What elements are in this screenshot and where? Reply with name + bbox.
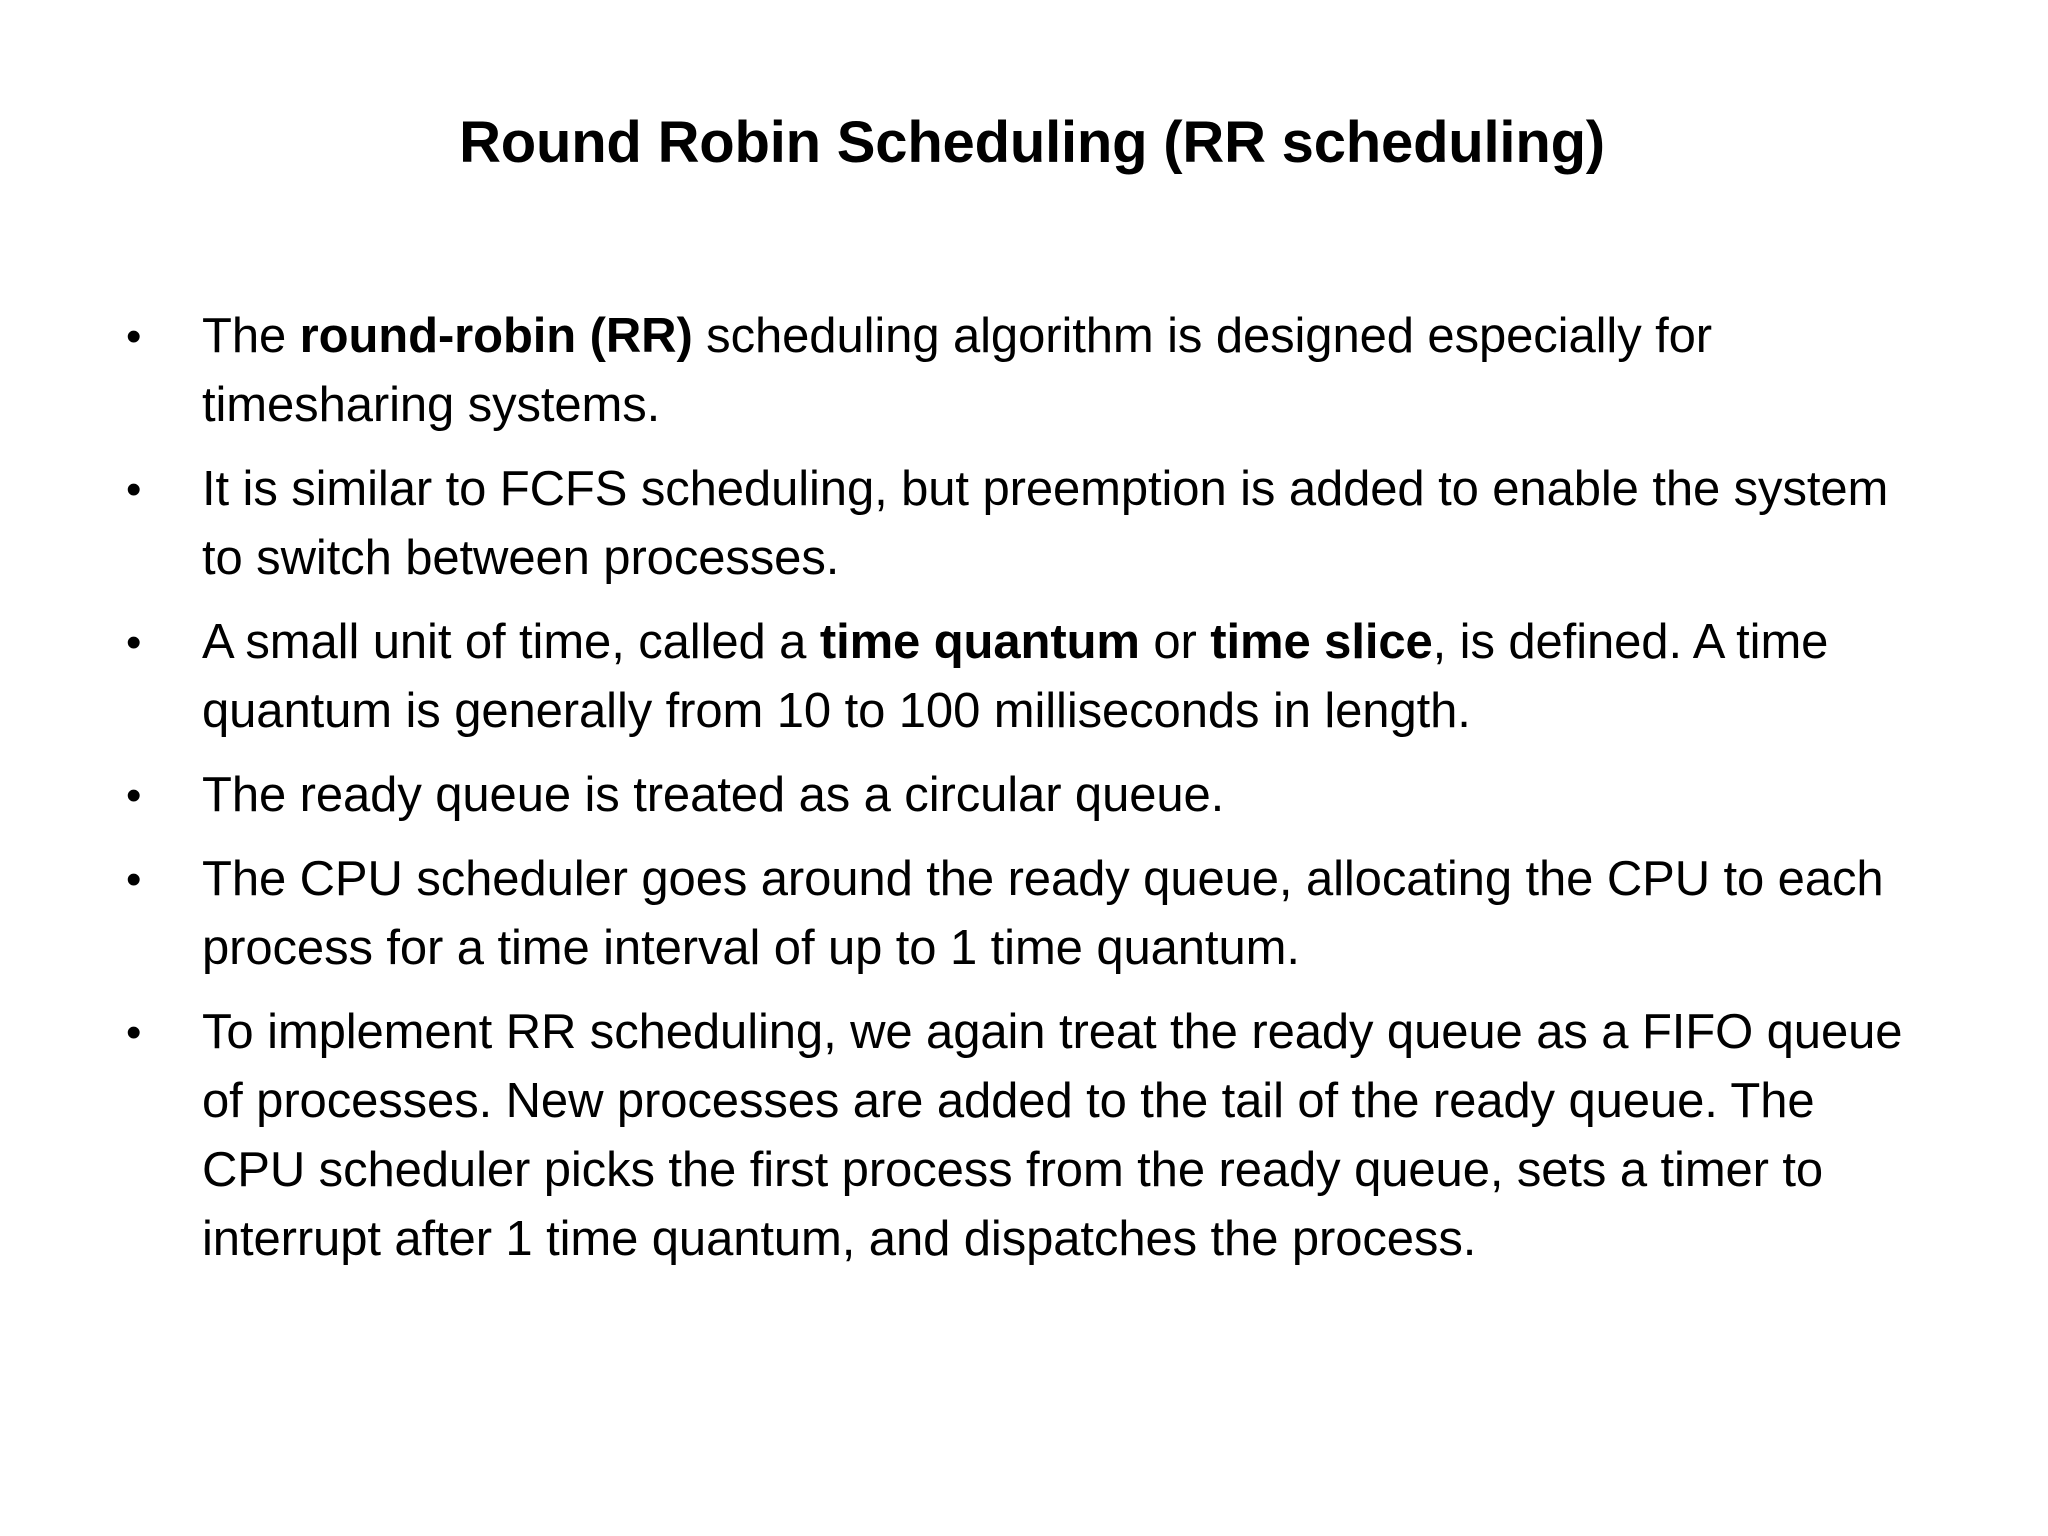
bullet-text: To implement RR scheduling, we again treat the ready queue as a FIFO queue of processes. New processes are added to the tail of the ready queue. The CPU scheduler picks the first process from the ready queue, sets a timer to interrupt after 1 time quantum, and dispatches the process. bbox=[202, 1005, 1903, 1266]
bullet-point-icon: • bbox=[126, 618, 142, 667]
bullet-text: A small unit of time, called a bbox=[202, 615, 820, 669]
bullet-text: , is defined. A time quantum is generally from 10 to 100 milliseconds in length. bbox=[202, 615, 1829, 738]
bullet-point-icon: • bbox=[126, 1008, 142, 1057]
bullet-item bbox=[0, 845, 1922, 983]
bullet-emphasis-text: time quantum bbox=[819, 615, 1140, 669]
bullet-item bbox=[0, 761, 1922, 830]
slide-title: Round Robin Scheduling (RR scheduling) bbox=[459, 110, 1605, 175]
bullet-point-icon: • bbox=[126, 771, 142, 820]
bullet-point-icon: • bbox=[126, 855, 142, 904]
bullet-point-icon: • bbox=[126, 465, 142, 514]
bullet-text: The ready queue is treated as a circular queue. bbox=[202, 768, 1225, 822]
bullet-list bbox=[0, 302, 2048, 1289]
bullet-text: or bbox=[1139, 615, 1211, 669]
bullet-emphasis-text: time slice bbox=[1210, 615, 1433, 669]
bullet-text: It is similar to FCFS scheduling, but preemption is added to enable the system to switch between processes. bbox=[202, 462, 1889, 585]
bullet-text: scheduling algorithm is designed especially for timesharing systems. bbox=[202, 309, 1712, 432]
bullet-item bbox=[0, 302, 1922, 440]
bullet-item bbox=[0, 608, 1922, 746]
bullet-point-icon: • bbox=[126, 312, 142, 361]
bullet-emphasis-text: round-robin (RR) bbox=[299, 309, 693, 363]
bullet-item bbox=[0, 455, 1922, 593]
bullet-text: The bbox=[202, 309, 300, 363]
bullet-text: The CPU scheduler goes around the ready queue, allocating the CPU to each process for a time interval of up to 1 time quantum. bbox=[202, 852, 1884, 975]
bullet-item bbox=[0, 998, 1922, 1274]
